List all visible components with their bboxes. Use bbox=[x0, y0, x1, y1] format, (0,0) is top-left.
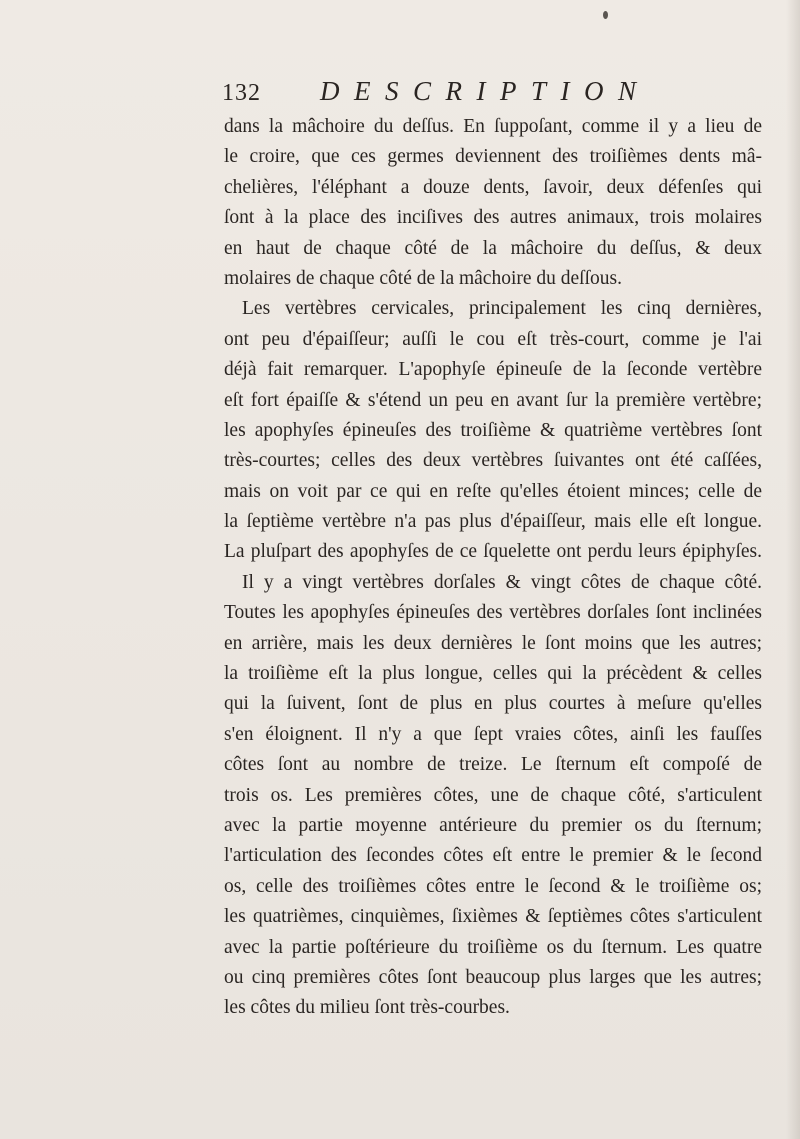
page-edge-shadow bbox=[786, 0, 800, 1139]
ink-speck bbox=[603, 11, 608, 19]
text-line: Les vertèbres cervicales, principalement les cinq dernières, bbox=[242, 298, 762, 320]
text-line: très-courtes; celles des deux vertèbres ſuivantes ont été caſſées, bbox=[224, 450, 762, 472]
text-line: eſt fort épaiſſe & s'étend un peu en avant ſur la première vertèbre; bbox=[224, 389, 762, 411]
running-title: DESCRIPTION bbox=[320, 76, 651, 106]
text-line: Toutes les apophyſes épineuſes des vertèbres dorſales ſont inclinées bbox=[224, 602, 762, 624]
text-line: trois os. Les premières côtes, une de chaque côté, s'articulent bbox=[224, 784, 762, 806]
text-line: s'en éloignent. Il n'y a que ſept vraies côtes, ainſi les fauſſes bbox=[224, 723, 762, 745]
text-line: la ſeptième vertèbre n'a pas plus d'épaiſſeur, mais elle eſt longue. bbox=[224, 511, 762, 533]
text-line: la troiſième eſt la plus longue, celles qui la précèdent & celles bbox=[224, 663, 762, 685]
text-line: les quatrièmes, cinquièmes, ſixièmes & ſeptièmes côtes s'articulent bbox=[224, 906, 762, 928]
page-header bbox=[222, 76, 662, 116]
text-line: ont peu d'épaiſſeur; auſſi le cou eſt très-court, comme je l'ai bbox=[224, 328, 762, 350]
text-line: en arrière, mais les deux dernières le ſont moins que les autres; bbox=[224, 632, 762, 654]
text-line: côtes ſont au nombre de treize. Le ſternum eſt compoſé de bbox=[224, 754, 762, 776]
text-line: le croire, que ces germes deviennent des troiſièmes dents mâ- bbox=[224, 146, 762, 168]
text-line: en haut de chaque côté de la mâchoire du deſſus, & deux bbox=[224, 237, 762, 259]
text-line: qui la ſuivent, ſont de plus en plus courtes à meſure qu'elles bbox=[224, 693, 762, 715]
text-line: avec la partie poſtérieure du troiſième os du ſternum. Les quatre bbox=[224, 936, 762, 958]
text-line: avec la partie moyenne antérieure du premier os du ſternum; bbox=[224, 814, 762, 836]
text-line: l'articulation des ſecondes côtes eſt entre le premier & le ſecond bbox=[224, 845, 762, 867]
text-line: mais on voit par ce qui en reſte qu'elles étoient minces; celle de bbox=[224, 480, 762, 502]
text-line: ſont à la place des inciſives des autres animaux, trois molaires bbox=[224, 207, 762, 229]
text-line: les côtes du milieu ſont très-courbes. bbox=[224, 997, 510, 1019]
text-line: dans la mâchoire du deſſus. En ſuppoſant, comme il y a lieu de bbox=[224, 116, 762, 137]
text-line: ou cinq premières côtes ſont beaucoup plus larges que les autres; bbox=[224, 966, 762, 988]
page-number: 132 bbox=[222, 80, 261, 106]
text-line: molaires de chaque côté de la mâchoire du deſſous. bbox=[224, 267, 622, 289]
text-line: Il y a vingt vertèbres dorſales & vingt côtes de chaque côté. bbox=[242, 571, 762, 593]
text-line: os, celle des troiſièmes côtes entre le ſecond & le troiſième os; bbox=[224, 875, 762, 897]
text-line: La pluſpart des apophyſes de ce ſquelette ont perdu leurs épiphyſes. bbox=[224, 541, 762, 563]
text-line: déjà fait remarquer. L'apophyſe épineuſe de la ſeconde vertèbre bbox=[224, 359, 762, 381]
text-line: chelières, l'éléphant a douze dents, ſavoir, deux défenſes qui bbox=[224, 176, 762, 198]
body-text bbox=[224, 112, 762, 1024]
text-line: les apophyſes épineuſes des troiſième & quatrième vertèbres ſont bbox=[224, 419, 762, 441]
